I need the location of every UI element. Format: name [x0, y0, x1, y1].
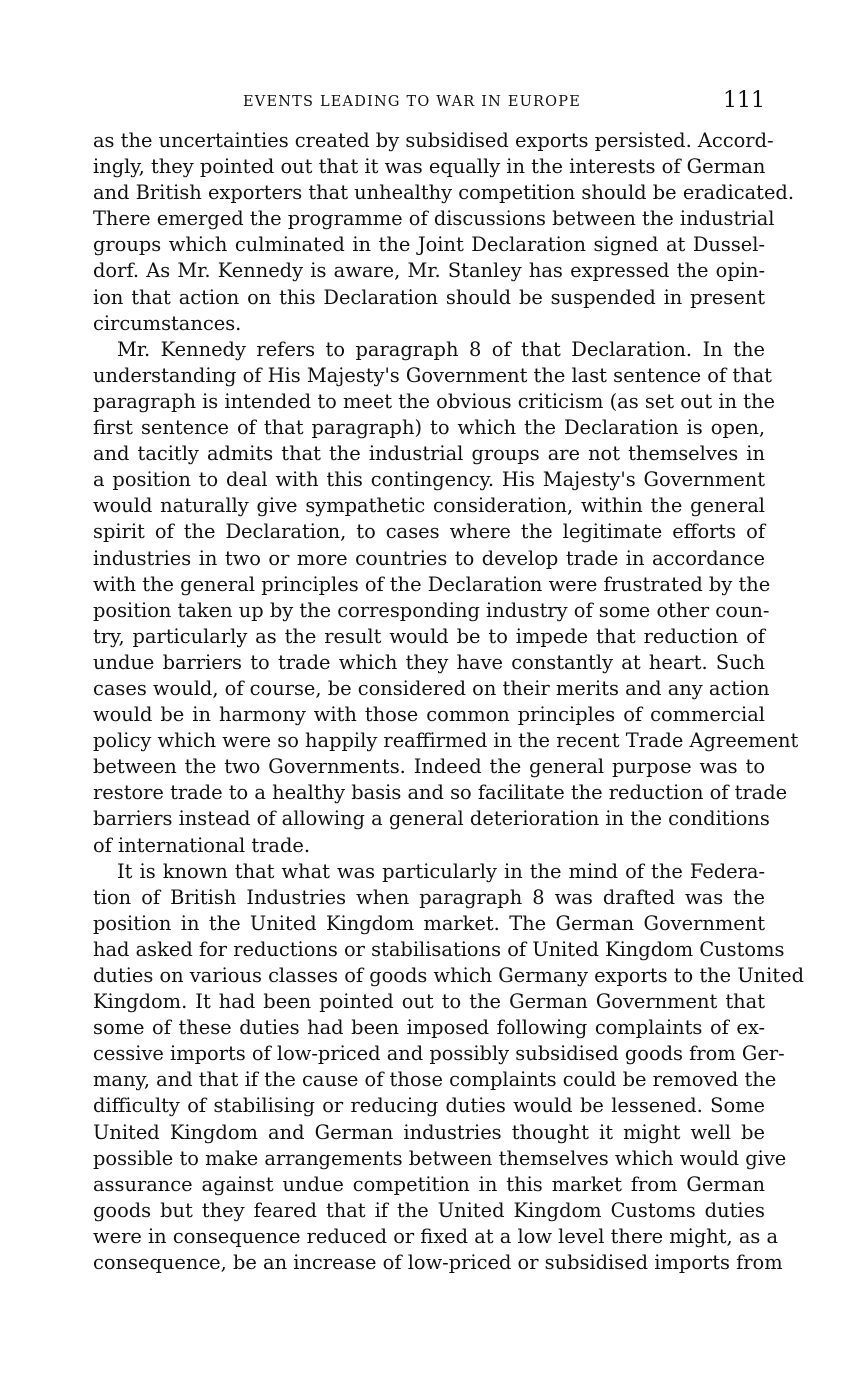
- text-line: difficulty of stabilising or reducing duties would be lessened. Some: [93, 1094, 765, 1118]
- text-line: some of these duties had been imposed following complaints of ex-: [93, 1016, 765, 1040]
- body-text: [93, 128, 805, 1276]
- text-line: spirit of the Declaration, to cases where the legitimate efforts of: [93, 520, 765, 544]
- text-line: industries in two or more countries to develop trade in accordance: [93, 546, 765, 570]
- text-line: as the uncertainties created by subsidised exports persisted. Accord-: [93, 129, 774, 152]
- text-line: many, and that if the cause of those complaints could be removed the: [93, 1068, 777, 1092]
- text-line: cases would, of course, be considered on their merits and any action: [93, 676, 770, 700]
- text-line: Mr. Kennedy refers to paragraph 8 of that Declaration. In the: [117, 337, 765, 361]
- text-line: position in the United Kingdom market. The German Government: [93, 911, 765, 935]
- text-line: tion of British Industries when paragraph 8 was drafted was the: [93, 885, 765, 909]
- page-number: 111: [723, 88, 765, 113]
- text-line: barriers instead of allowing a general deterioration in the conditions: [93, 807, 770, 831]
- text-line: dorf. As Mr. Kennedy is aware, Mr. Stanley has expressed the opin-: [93, 259, 765, 283]
- text-line: of international trade.: [93, 833, 311, 857]
- text-line: restore trade to a healthy basis and so facilitate the reduction of trade: [93, 781, 788, 805]
- text-line: understanding of His Majesty's Government the last sentence of that: [93, 363, 772, 387]
- text-line: undue barriers to trade which they have constantly at heart. Such: [93, 650, 765, 674]
- paragraph: [93, 337, 799, 859]
- text-line: had asked for reductions or stabilisations of United Kingdom Customs: [93, 937, 785, 961]
- text-line: goods but they feared that if the United Kingdom Customs duties: [93, 1198, 765, 1222]
- text-line: first sentence of that paragraph) to which the Declaration is open,: [93, 416, 765, 440]
- text-line: United Kingdom and German industries thought it might well be: [93, 1120, 765, 1144]
- text-line: duties on various classes of goods which Germany exports to the United: [93, 964, 805, 987]
- text-line: groups which culminated in the Joint Declaration signed at Dussel-: [93, 233, 765, 257]
- text-line: assurance against undue competition in this market from German: [93, 1172, 765, 1196]
- text-line: ion that action on this Declaration should be suspended in present: [93, 285, 765, 309]
- text-line: consequence, be an increase of low-priced or subsidised imports from: [93, 1251, 783, 1275]
- document-page: [93, 84, 805, 1276]
- text-line: ingly, they pointed out that it was equally in the interests of German: [93, 155, 766, 179]
- text-line: paragraph is intended to meet the obvious criticism (as set out in the: [93, 389, 775, 413]
- text-line: between the two Governments. Indeed the general purpose was to: [93, 755, 765, 779]
- paragraph: [93, 859, 805, 1277]
- text-line: Kingdom. It had been pointed out to the German Government that: [93, 990, 765, 1014]
- text-line: would be in harmony with those common principles of commercial: [93, 703, 765, 727]
- text-line: position taken up by the corresponding industry of some other coun-: [93, 598, 770, 622]
- text-line: cessive imports of low-priced and possibly subsidised goods from Ger-: [93, 1042, 785, 1066]
- text-line: policy which were so happily reaffirmed in the recent Trade Agreement: [93, 729, 799, 753]
- running-title: EVENTS LEADING TO WAR IN EUROPE: [243, 94, 581, 110]
- text-line: circumstances.: [93, 311, 242, 335]
- text-line: possible to make arrangements between themselves which would give: [93, 1146, 787, 1170]
- text-line: try, particularly as the result would be to impede that reduction of: [93, 624, 765, 648]
- text-line: with the general principles of the Declaration were frustrated by the: [93, 572, 771, 596]
- text-line: There emerged the programme of discussions between the industrial: [93, 207, 775, 231]
- text-line: were in consequence reduced or fixed at a low level there might, as a: [93, 1224, 779, 1248]
- text-line: and tacitly admits that the industrial groups are not themselves in: [93, 442, 765, 466]
- text-line: It is known that what was particularly in the mind of the Federa-: [117, 859, 765, 883]
- text-line: and British exporters that unhealthy competition should be eradicated.: [93, 181, 794, 205]
- running-head: [93, 84, 765, 124]
- paragraph: [93, 128, 794, 337]
- text-line: a position to deal with this contingency. His Majesty's Government: [93, 468, 765, 492]
- text-line: would naturally give sympathetic consideration, within the general: [93, 494, 765, 518]
